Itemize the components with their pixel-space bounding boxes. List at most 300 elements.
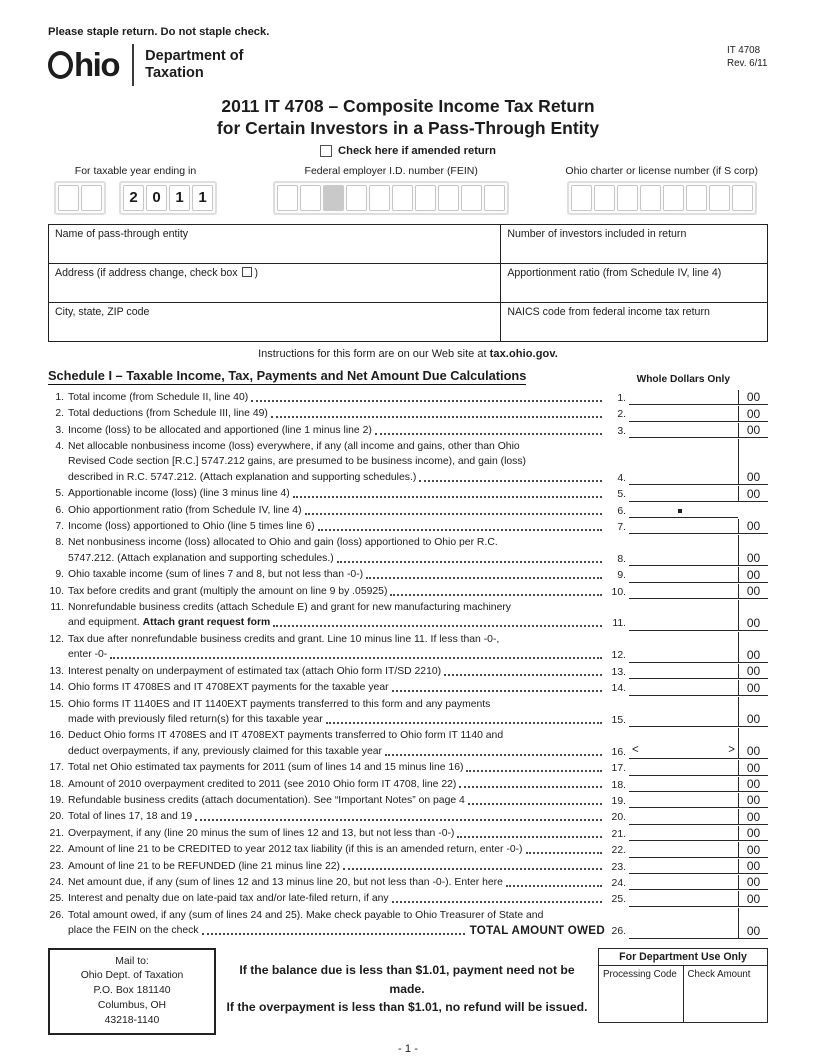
line-description (68, 760, 605, 775)
line-text-span: deduct overpayments, if any, previously claimed for this taxable year (68, 745, 382, 757)
line-text-span: and equipment. (68, 617, 140, 629)
cents-spacer (738, 503, 768, 518)
answer-line-number: 18. (611, 779, 626, 791)
apportionment-ratio-field[interactable]: Apportionment ratio (from Schedule IV, line 4) (507, 266, 722, 279)
digit-box[interactable]: 1 (192, 185, 213, 211)
answer-area (605, 600, 768, 631)
cents-cell: 00 (738, 486, 768, 501)
department-name: Department of Taxation (145, 48, 244, 81)
address-field[interactable]: Address (if address change, check box ) (49, 264, 501, 302)
cents-cell: 00 (738, 664, 768, 679)
digit-box[interactable] (640, 185, 661, 211)
line-number: 8. (55, 537, 64, 549)
form-title: 2011 IT 4708 – Composite Income Tax Return for Certain Investors in a Pass-Through Entity (216, 96, 600, 139)
charter-boxes (567, 181, 757, 215)
schedule-row (48, 584, 768, 599)
schedule-row (48, 406, 768, 421)
entity-name-field[interactable]: Name of pass-through entity (49, 225, 501, 263)
line-text (68, 793, 605, 808)
cents-cell: 00 (738, 439, 768, 485)
cents-cell: 00 (738, 697, 768, 728)
line-description (68, 777, 605, 792)
line-text-span: described in R.C. 5747.212. (Attach explanation and supporting schedules.) (68, 471, 417, 483)
check-amount-cell: Check Amount (683, 966, 768, 1022)
address-change-checkbox[interactable] (242, 267, 252, 277)
department-use-box (598, 948, 768, 1023)
logo-divider (132, 44, 134, 86)
schedule-row (48, 891, 768, 906)
line-text (68, 842, 605, 857)
dot-leader (392, 901, 602, 903)
line-text (68, 697, 605, 712)
answer-line-number: 25. (611, 894, 626, 906)
schedule-row (48, 793, 768, 808)
answer-area (605, 390, 768, 405)
answer-area (605, 809, 768, 824)
answer-line-number: 4. (617, 472, 626, 484)
total-amount-owed-label: TOTAL AMOUNT OWED (469, 924, 605, 938)
instructions-line: Instructions for this form are on our Web site at tax.ohio.gov. (258, 347, 558, 360)
schedule-row (48, 680, 768, 695)
line-number: 24. (49, 876, 64, 888)
dot-leader (392, 690, 602, 692)
line-text (68, 406, 605, 421)
digit-box[interactable] (571, 185, 592, 211)
table-row (49, 225, 767, 263)
line-text (68, 712, 605, 727)
answer-area (605, 875, 768, 890)
taxable-year-label: For taxable year ending in (74, 164, 197, 177)
line-text (68, 470, 605, 485)
schedule-row (48, 664, 768, 679)
answer-line-number: 8. (617, 553, 626, 565)
line-text-span: Net amount due, if any (sum of lines 12 and 13 minus line 20, but not less than -0-). Enter here (68, 876, 503, 888)
dot-leader (459, 786, 602, 788)
line-text (68, 908, 605, 923)
schedule-row (48, 486, 768, 501)
line-number: 25. (49, 893, 64, 905)
answer-area (605, 891, 768, 906)
revision-date: Rev. 6/11 (727, 58, 768, 70)
answer-line-number: 2. (617, 409, 626, 421)
line-number: 22. (49, 844, 64, 856)
line-number: 2. (55, 408, 64, 420)
line-number: 7. (55, 521, 64, 533)
line-description (68, 439, 605, 485)
line-text (68, 439, 605, 454)
line-text-span: Ohio taxable income (sum of lines 7 and 8, but not less than -0-) (68, 569, 364, 581)
line-text-span: Refundable business credits (attach documentation). See “Important Notes” on page 4 (68, 794, 465, 806)
cents-cell: 00 (738, 535, 768, 566)
line-text (68, 584, 605, 599)
amount-input-line[interactable] (629, 777, 738, 792)
cents-cell: 00 (738, 809, 768, 824)
amount-input-line[interactable] (629, 728, 738, 759)
digit-box[interactable] (415, 185, 436, 211)
dot-leader (457, 836, 602, 838)
schedule-row (48, 908, 768, 939)
digit-box[interactable] (709, 185, 730, 211)
answer-area (605, 486, 768, 501)
answer-line-number: 1. (617, 392, 626, 404)
cents-cell: 00 (738, 842, 768, 857)
line-description (68, 875, 605, 890)
schedule-row (48, 760, 768, 775)
digit-box[interactable] (58, 185, 79, 211)
line-text-span: Amount of line 21 to be CREDITED to year 2012 tax liability (if this is an amended return, enter -0-) (68, 844, 523, 856)
schedule-row (48, 423, 768, 438)
answer-line-number: 3. (617, 425, 626, 437)
website-link: tax.ohio.gov. (489, 347, 558, 360)
schedule-header (48, 368, 768, 385)
digit-box[interactable] (594, 185, 615, 211)
investor-count-field[interactable]: Number of investors included in return (507, 227, 687, 240)
cents-cell: 00 (738, 875, 768, 890)
mail-to-box (48, 948, 216, 1036)
city-state-zip-field[interactable]: City, state, ZIP code (49, 303, 501, 341)
answer-line-number: 13. (611, 666, 626, 678)
cents-cell: 00 (738, 584, 768, 599)
line-text-span: Net allocable nonbusiness income (loss) everywhere, if any (all income and gains, other than Ohio (68, 441, 520, 452)
digit-box[interactable] (461, 185, 482, 211)
schedule-row (48, 390, 768, 405)
line-text-span: Total deductions (from Schedule III, line 49) (68, 408, 268, 420)
answer-line-number: 24. (611, 877, 626, 889)
line-text-span: Amount of 2010 overpayment credited to 2011 (see 2010 Ohio form IT 4708, line 22) (68, 778, 457, 790)
answer-area (605, 842, 768, 857)
answer-line-number: 23. (611, 861, 626, 873)
cents-cell: 00 (738, 793, 768, 808)
digit-box[interactable]: 2 (123, 185, 144, 211)
cents-cell: 00 (738, 406, 768, 421)
schedule-row (48, 777, 768, 792)
answer-area (605, 697, 768, 728)
line-number: 21. (49, 827, 64, 839)
amount-input-line[interactable] (629, 793, 738, 808)
mail-to-line: Ohio Dept. of Taxation (80, 970, 184, 982)
line-description (68, 535, 605, 566)
line-text (68, 615, 605, 630)
line-text (68, 760, 605, 775)
dot-leader (526, 852, 602, 854)
schedule-row (48, 875, 768, 890)
answer-line-number: 11. (612, 618, 626, 630)
line-description (68, 584, 605, 599)
dot-leader (390, 594, 602, 596)
line-number: 23. (49, 860, 64, 872)
amended-return-checkbox[interactable] (320, 145, 332, 157)
cents-cell: 00 (738, 600, 768, 631)
balance-note: If the balance due is less than $1.01, payment need not be made. If the overpayment is less than $1.01, no refund will be issued. (226, 962, 588, 1015)
line-text (68, 551, 605, 566)
answer-area (605, 859, 768, 874)
line-number: 19. (49, 794, 64, 806)
cents-cell: 00 (738, 908, 768, 939)
line-text (68, 632, 605, 647)
answer-area (605, 406, 768, 421)
line-text-span: Interest and penalty due on late-paid tax and/or late-filed return, if any (68, 893, 389, 905)
line-text (68, 875, 605, 890)
amount-input-line[interactable] (629, 584, 738, 599)
amount-input-line[interactable] (629, 535, 738, 566)
amount-input-line[interactable] (629, 406, 738, 421)
page-number: - 1 - (398, 1043, 418, 1056)
dot-leader (343, 868, 602, 870)
line-description (68, 908, 605, 939)
bracket-left: < (632, 743, 639, 756)
line-text-span: Ohio apportionment ratio (from Schedule IV, line 4) (68, 504, 302, 516)
digit-box[interactable] (277, 185, 298, 211)
bold-note: Attach grant request form (142, 617, 271, 629)
digit-box[interactable] (369, 185, 390, 211)
line-text (68, 423, 605, 438)
naics-code-field[interactable]: NAICS code from federal income tax return (507, 305, 710, 318)
line-number: 4. (55, 441, 64, 452)
line-text (68, 647, 605, 662)
line-description (68, 826, 605, 841)
amount-input-line[interactable] (629, 486, 738, 501)
line-description (68, 600, 605, 631)
amount-input-line[interactable] (629, 664, 738, 679)
line-number: 17. (49, 762, 64, 774)
line-description (68, 842, 605, 857)
digit-box[interactable] (732, 185, 753, 211)
schedule-row (48, 809, 768, 824)
line-text-span: Deduct Ohio forms IT 4708ES and IT 4708EXT payments transferred to Ohio form IT 1140 and (68, 730, 504, 742)
dot-leader (293, 496, 602, 498)
dot-leader (110, 657, 602, 659)
digit-box[interactable] (617, 185, 638, 211)
line-number: 18. (49, 778, 64, 790)
dot-leader (271, 416, 602, 418)
schedule-row (48, 842, 768, 857)
line-number: 20. (49, 811, 64, 823)
line-text-span: Interest penalty on underpayment of estimated tax (attach Ohio form IT/SD 2210) (68, 665, 442, 677)
line-number: 11. (50, 602, 64, 614)
digit-box[interactable] (484, 185, 505, 211)
line-text (68, 519, 605, 534)
answer-line-number: 16. (611, 746, 626, 758)
answer-area (605, 584, 768, 599)
charter-label: Ohio charter or license number (if S corp) (565, 164, 758, 177)
amount-input-line[interactable] (629, 600, 738, 631)
line-number: 15. (49, 698, 64, 710)
answer-area (605, 826, 768, 841)
amended-return-row (48, 145, 768, 157)
answer-area (605, 908, 768, 939)
answer-area (605, 632, 768, 663)
schedule-row (48, 632, 768, 663)
schedule-row (48, 519, 768, 534)
dot-leader (337, 561, 602, 563)
amount-input-line[interactable] (629, 390, 738, 405)
answer-area (605, 664, 768, 679)
line-text-span: Income (loss) apportioned to Ohio (line 5 times line 6) (68, 521, 315, 533)
answer-line-number: 6. (617, 505, 626, 517)
amount-input-line[interactable] (629, 908, 738, 939)
answer-line-number: 9. (617, 570, 626, 582)
line-text-span: Total amount owed, if any (sum of lines 24 and 25). Make check payable to Ohio Treasurer of State and (68, 909, 544, 921)
taxable-year-group (54, 165, 217, 215)
line-text (68, 809, 605, 824)
schedule-row (48, 826, 768, 841)
dot-leader (375, 433, 602, 435)
whole-dollars-note: Whole Dollars Only (636, 373, 730, 385)
line-number: 6. (55, 504, 64, 516)
cents-cell: 00 (738, 680, 768, 695)
line-description (68, 891, 605, 906)
digit-box[interactable] (392, 185, 413, 211)
decimal-point (678, 509, 682, 513)
amount-input-line[interactable] (629, 826, 738, 841)
schedule-row (48, 697, 768, 728)
answer-area (605, 567, 768, 582)
answer-line-number: 19. (611, 795, 626, 807)
dot-leader (202, 933, 465, 935)
year-digit-boxes (119, 181, 217, 215)
answer-line-number: 20. (611, 812, 626, 824)
line-text (68, 664, 605, 679)
digit-box[interactable] (663, 185, 684, 211)
line-text-span: Ohio forms IT 4708ES and IT 4708EXT payments for the taxable year (68, 682, 389, 694)
line-text-span: Income (loss) to be allocated and apportioned (line 1 minus line 2) (68, 424, 372, 436)
amount-input-line[interactable] (629, 503, 738, 518)
mail-to-line: Mail to: (115, 955, 149, 967)
line-text-span: Amount of line 21 to be REFUNDED (line 21 minus line 22) (68, 860, 341, 872)
schedule-title: Schedule I – Taxable Income, Tax, Payments and Net Amount Due Calculations (48, 367, 527, 383)
line-description (68, 793, 605, 808)
dot-leader (326, 722, 602, 724)
mail-to-line: Columbus, OH (97, 999, 167, 1011)
line-text (68, 728, 605, 743)
line-text (68, 777, 605, 792)
schedule-row (48, 567, 768, 582)
amount-input-line[interactable] (629, 760, 738, 775)
amount-input-line[interactable] (629, 842, 738, 857)
department-use-title: For Department Use Only (599, 949, 767, 966)
amount-input-line[interactable] (629, 891, 738, 906)
line-text (68, 390, 605, 405)
logo-row (48, 44, 768, 86)
amended-return-label: Check here if amended return (338, 144, 496, 157)
answer-line-number: 12. (611, 650, 626, 662)
line-text-span: Revised Code section [R.C.] 5747.212 gains, are presumed to be business income), and gain (loss) (68, 456, 527, 468)
line-text (68, 535, 605, 550)
line-text (68, 826, 605, 841)
line-text (68, 680, 605, 695)
bracket-right: > (728, 743, 735, 756)
line-description (68, 423, 605, 438)
answer-line-number: 14. (611, 683, 626, 695)
line-text (68, 744, 605, 759)
answer-line-number: 17. (611, 763, 626, 775)
line-text-span: enter -0- (68, 649, 108, 661)
answer-line-number: 26. (611, 926, 626, 938)
schedule-rows (48, 390, 768, 939)
line-text (68, 859, 605, 874)
fein-boxes (273, 181, 509, 215)
cents-cell: 00 (738, 567, 768, 582)
line-number: 16. (49, 730, 64, 742)
line-description (68, 728, 605, 759)
line-description (68, 809, 605, 824)
line-text-span: Total income (from Schedule II, line 40) (68, 391, 249, 403)
line-description (68, 664, 605, 679)
line-text-span: Tax due after nonrefundable business credits and grant. Line 10 minus line 11. If less than -0-, (68, 633, 500, 645)
digit-box[interactable]: 0 (146, 185, 167, 211)
table-row (49, 302, 767, 341)
amount-input-line[interactable] (629, 859, 738, 874)
fein-divider (323, 185, 344, 211)
cents-cell: 00 (738, 826, 768, 841)
schedule-row (48, 600, 768, 631)
amount-input-line[interactable] (629, 875, 738, 890)
line-text (68, 503, 605, 518)
answer-area (605, 760, 768, 775)
amount-input-line[interactable] (629, 519, 738, 534)
line-text (68, 486, 605, 501)
line-text-span: place the FEIN on the check (68, 925, 199, 937)
line-text (68, 567, 605, 582)
amount-input-line[interactable] (629, 680, 738, 695)
digit-box[interactable]: 1 (169, 185, 190, 211)
line-description (68, 486, 605, 501)
fein-label: Federal employer I.D. number (FEIN) (304, 164, 478, 177)
cents-cell: 00 (738, 760, 768, 775)
dot-leader (444, 674, 602, 676)
dot-leader (468, 803, 602, 805)
mail-to-line: P.O. Box 181140 (93, 985, 171, 997)
cents-cell: 00 (738, 390, 768, 405)
answer-line-number: 22. (611, 845, 626, 857)
cents-cell: 00 (738, 777, 768, 792)
line-text-span: Overpayment, if any (line 20 minus the sum of lines 12 and 13, but not less than -0-) (68, 827, 455, 839)
line-text-span: Net nonbusiness income (loss) allocated to Ohio and gain (loss) apportioned to Ohio per R.C. (68, 537, 498, 549)
answer-area (605, 728, 768, 759)
line-text-span: Nonrefundable business credits (attach Schedule E) and grant for new manufacturing machinery (68, 602, 512, 614)
amount-input-line[interactable] (629, 809, 738, 824)
answer-line-number: 5. (617, 489, 626, 501)
amount-input-line[interactable] (629, 423, 738, 438)
line-text-span: Total net Ohio estimated tax payments for 2011 (sum of lines 14 and 15 minus line 16) (68, 762, 464, 774)
line-text-span: Total of lines 17, 18 and 19 (68, 811, 193, 823)
line-number: 3. (55, 424, 64, 436)
schedule-row (48, 503, 768, 518)
answer-line-number: 10. (611, 586, 626, 598)
amount-input-line[interactable] (629, 567, 738, 582)
digit-box[interactable] (438, 185, 459, 211)
ohio-o-icon (48, 51, 73, 79)
digit-box[interactable] (300, 185, 321, 211)
amount-input-line[interactable] (629, 632, 738, 663)
digit-box[interactable] (686, 185, 707, 211)
line-text-span: 5747.212. (Attach explanation and supporting schedules.) (68, 552, 334, 564)
digit-box[interactable] (81, 185, 102, 211)
schedule-row (48, 728, 768, 759)
answer-area (605, 439, 768, 485)
amount-input-line[interactable] (629, 697, 738, 728)
dot-leader (506, 885, 602, 887)
line-description (68, 406, 605, 421)
line-number: 14. (49, 682, 64, 694)
amount-input-line[interactable] (629, 439, 738, 485)
schedule-row (48, 859, 768, 874)
answer-area (605, 793, 768, 808)
digit-box[interactable] (346, 185, 367, 211)
line-description (68, 390, 605, 405)
line-number: 1. (55, 391, 64, 403)
staple-note: Please staple return. Do not staple check. (48, 26, 270, 38)
